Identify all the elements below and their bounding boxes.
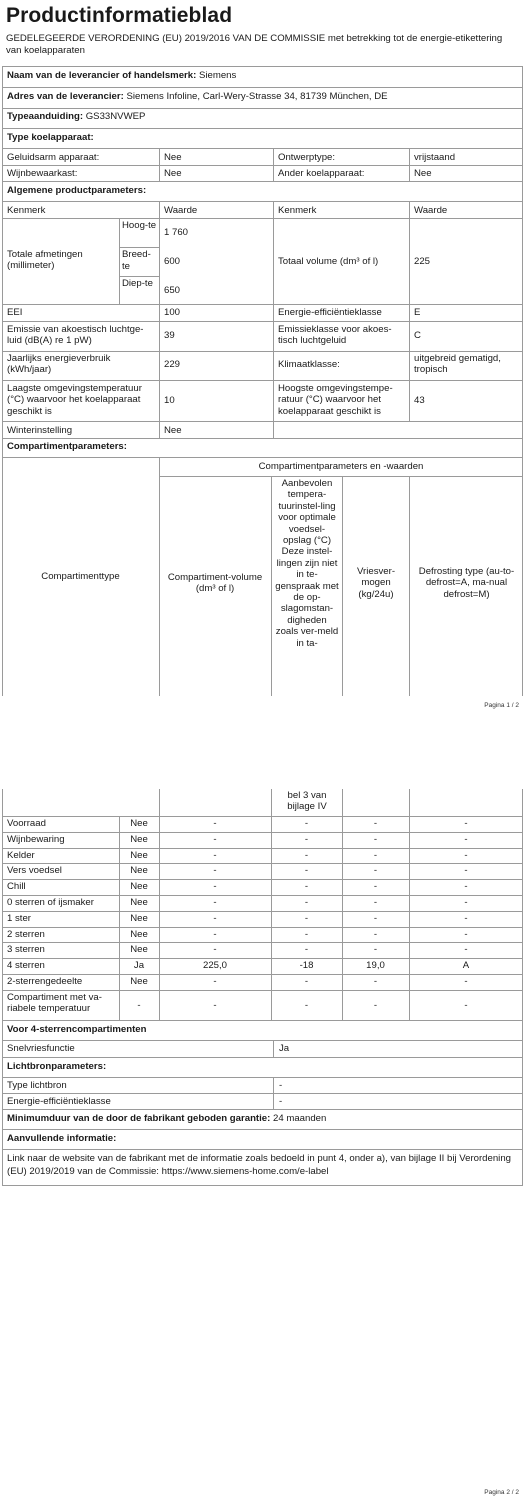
cell-freeze: 19,0 xyxy=(366,960,385,972)
cell-volume: - xyxy=(213,849,217,861)
cell-defrost: - xyxy=(464,881,468,893)
wine-storage-value: Nee xyxy=(164,168,182,179)
wine-storage-label: Wijnbewaarkast: xyxy=(7,168,78,179)
cell-defrost: - xyxy=(464,976,468,987)
col-freezing-capacity: Vriesver-mogen (kg/24u) xyxy=(356,566,396,600)
max-temp-label: Hoogste omgevingstempe-ratuur (°C) waarvoor het koelapparaat geschikt is xyxy=(278,383,393,417)
cell-present: Nee xyxy=(130,976,148,987)
col-feature-header-2: Kenmerk xyxy=(278,205,317,216)
cell-present: Nee xyxy=(130,944,148,956)
col-compartment-volume: Compartiment-volume (dm³ of l) xyxy=(167,572,263,595)
page-number-1: Pagina 1 / 2 xyxy=(484,702,519,709)
light-type-value: - xyxy=(279,1080,283,1091)
noise-emission-value: 39 xyxy=(164,330,175,341)
additional-info-heading: Aanvullende informatie: xyxy=(7,1133,117,1144)
cell-present: Nee xyxy=(130,912,148,924)
cell-volume: - xyxy=(213,928,217,940)
min-temp-label: Laagste omgevingstemperatuur (°C) waarvoor het koelapparaat geschikt is xyxy=(7,383,142,417)
cell-temp: - xyxy=(304,999,309,1011)
col-feature-header: Kenmerk xyxy=(7,205,46,216)
annual-energy-value: 229 xyxy=(164,359,181,370)
cell-volume: - xyxy=(213,944,217,956)
climate-class-label: Klimaatklasse: xyxy=(278,359,340,370)
cell-defrost: - xyxy=(464,849,468,861)
cell-temp: - xyxy=(304,944,309,956)
cell-freeze: - xyxy=(373,849,378,861)
light-class-label: Energie-efficiëntieklasse xyxy=(7,1096,111,1107)
cell-freeze: - xyxy=(373,897,378,908)
document-title: Productinformatieblad xyxy=(6,4,233,27)
cell-temp: - xyxy=(304,818,309,829)
dimensions-label: Totale afmetingen (millimeter) xyxy=(7,249,83,272)
cell-type: Wijnbewaring xyxy=(7,833,65,845)
cell-defrost: - xyxy=(464,999,468,1011)
cell-defrost: - xyxy=(464,944,468,956)
low-noise-label: Geluidsarm apparaat: xyxy=(7,152,100,163)
appliance-type-heading: Type koelapparaat: xyxy=(7,132,94,143)
cell-volume: - xyxy=(213,912,217,924)
energy-class-value: E xyxy=(414,307,421,318)
page-number-2: Pagina 2 / 2 xyxy=(484,1489,519,1496)
cell-volume: - xyxy=(213,999,217,1011)
design-type-value: vrijstaand xyxy=(414,152,456,163)
total-volume-value: 225 xyxy=(414,256,431,267)
cell-temp: -18 xyxy=(299,960,314,972)
cell-temp: - xyxy=(304,849,309,861)
cell-present: - xyxy=(137,999,141,1011)
cell-present: Nee xyxy=(130,818,148,829)
cell-volume: - xyxy=(213,976,217,987)
cell-type: 2 sterren xyxy=(7,928,45,940)
cell-volume: 225,0 xyxy=(202,960,227,972)
energy-class-label: Energie-efficiëntieklasse xyxy=(278,307,382,318)
cell-defrost: - xyxy=(464,912,468,924)
col-recommended-temp: Aanbevolen tempera-tuurinstel-ling voor optimale voedsel-opslag (°C) Deze instel-lingen zijn niet in te-genspraak met de op-slagomstan-digheden zoals ver-meld in ta- xyxy=(275,478,339,649)
cell-type: Voorraad xyxy=(7,818,46,829)
eei-value: 100 xyxy=(164,307,181,318)
cell-freeze: - xyxy=(373,999,378,1011)
compartment-parameters-heading: Compartimentparameters: xyxy=(7,441,127,452)
noise-class-value: C xyxy=(414,330,421,341)
width-label: Breed-te xyxy=(122,249,151,272)
light-type-label: Type lichtbron xyxy=(7,1080,67,1091)
cell-present: Nee xyxy=(130,833,148,845)
low-noise-value: Nee xyxy=(164,152,182,163)
cell-temp: - xyxy=(304,912,309,924)
cell-freeze: - xyxy=(373,818,378,829)
cell-freeze: - xyxy=(373,833,378,845)
compartment-group-header: Compartimentparameters en -waarden xyxy=(258,461,424,472)
depth-label: Diep-te xyxy=(122,278,153,289)
cell-defrost: - xyxy=(464,865,468,877)
regulation-subtitle: GEDELEGEERDE VERORDENING (EU) 2019/2016 VAN DE COMMISSIE met betrekking tot de energie-etikettering van koelapparaten xyxy=(6,33,503,56)
light-class-value: - xyxy=(279,1096,283,1107)
design-type-label: Ontwerptype: xyxy=(278,152,336,163)
cell-volume: - xyxy=(213,833,217,845)
col-compartment-type: Compartimenttype xyxy=(41,571,120,582)
cell-temp: - xyxy=(304,976,309,987)
total-volume-label: Totaal volume (dm³ of l) xyxy=(278,256,379,267)
cell-defrost: A xyxy=(462,960,470,972)
cell-freeze: - xyxy=(373,976,378,987)
cell-volume: - xyxy=(213,818,217,829)
cell-volume: - xyxy=(213,897,217,908)
col-value-header-2: Waarde xyxy=(414,205,448,216)
cell-temp: - xyxy=(304,833,309,845)
cell-freeze: - xyxy=(373,944,378,956)
annual-energy-label: Jaarlijks energieverbruik (kWh/jaar) xyxy=(7,353,111,376)
cell-present: Nee xyxy=(130,897,148,908)
height-value: 1 760 xyxy=(164,227,189,238)
cell-type: 1 ster xyxy=(7,912,31,924)
cell-defrost: - xyxy=(464,833,468,845)
additional-info-text: Link naar de website van de fabrikant met de informatie zoals bedoeld in punt 4, onder a), van bijlage II bij Verordening (EU) 2019/2019 van de Commissie: https://www.siemens-home.com/e-label xyxy=(7,1153,511,1177)
fast-freeze-value: Ja xyxy=(279,1043,290,1054)
min-temp-value: 10 xyxy=(164,395,175,406)
depth-value: 650 xyxy=(164,285,181,296)
other-appliance-label: Ander koelapparaat: xyxy=(278,168,365,179)
page-2 xyxy=(0,750,525,1500)
cell-type: 0 sterren of ijsmaker xyxy=(7,897,94,908)
cell-type: Chill xyxy=(7,881,26,893)
four-star-heading: Voor 4-sterrencompartimenten xyxy=(7,1024,147,1035)
cell-type: 2-sterrengedeelte xyxy=(7,976,83,987)
winter-setting-label: Winterinstelling xyxy=(7,425,73,436)
noise-emission-label: Emissie van akoestisch luchtge-luid (dB(A) re 1 pW) xyxy=(7,324,144,347)
supplier-name-row: Naam van de leverancier of handelsmerk: Siemens xyxy=(7,70,237,81)
col-value-header: Waarde xyxy=(164,205,198,216)
cell-type: 4 sterren xyxy=(7,960,45,972)
col-recommended-temp-continued: bel 3 van bijlage IV xyxy=(287,790,327,813)
cell-defrost: - xyxy=(464,928,468,940)
noise-class-label: Emissieklasse voor akoes-tisch luchtgeluid xyxy=(278,324,392,347)
cell-type: Vers voedsel xyxy=(7,865,62,877)
cell-type: 3 sterren xyxy=(7,944,45,956)
cell-freeze: - xyxy=(373,865,378,877)
cell-defrost: - xyxy=(464,818,468,829)
cell-defrost: - xyxy=(464,897,468,908)
cell-freeze: - xyxy=(373,928,378,940)
cell-present: Nee xyxy=(130,928,148,940)
light-source-heading: Lichtbronparameters: xyxy=(7,1061,107,1072)
cell-freeze: - xyxy=(373,912,378,924)
cell-volume: - xyxy=(213,881,217,893)
cell-present: Ja xyxy=(133,960,145,972)
cell-present: Nee xyxy=(130,881,148,893)
cell-temp: - xyxy=(304,881,309,893)
col-defrost-type: Defrosting type (au-to-defrost=A, ma-nual defrost=M) xyxy=(418,566,515,600)
model-identifier-row: Typeaanduiding: GS33NVWEP xyxy=(7,111,146,122)
cell-volume: - xyxy=(213,865,217,877)
cell-temp: - xyxy=(304,928,309,940)
width-value: 600 xyxy=(164,256,181,267)
winter-setting-value: Nee xyxy=(164,425,182,436)
eei-label: EEI xyxy=(7,307,23,318)
climate-class-value: uitgebreid gematigd, tropisch xyxy=(414,353,501,376)
cell-temp: - xyxy=(304,897,309,908)
fast-freeze-label: Snelvriesfunctie xyxy=(7,1043,75,1054)
other-appliance-value: Nee xyxy=(414,168,432,179)
cell-freeze: - xyxy=(373,881,378,893)
cell-type: Kelder xyxy=(7,849,35,861)
max-temp-value: 43 xyxy=(414,395,425,406)
height-label: Hoog-te xyxy=(122,220,157,231)
cell-present: Nee xyxy=(130,849,148,861)
general-parameters-heading: Algemene productparameters: xyxy=(7,185,147,196)
cell-temp: - xyxy=(304,865,309,877)
warranty-row: Minimumduur van de door de fabrikant geboden garantie: 24 maanden xyxy=(7,1113,327,1124)
supplier-address-row: Adres van de leverancier: Siemens Infoline, Carl-Wery-Strasse 34, 81739 München, DE xyxy=(7,91,388,102)
cell-present: Nee xyxy=(130,865,148,877)
cell-type: Compartiment met va-riabele temperatuur xyxy=(7,991,102,1015)
